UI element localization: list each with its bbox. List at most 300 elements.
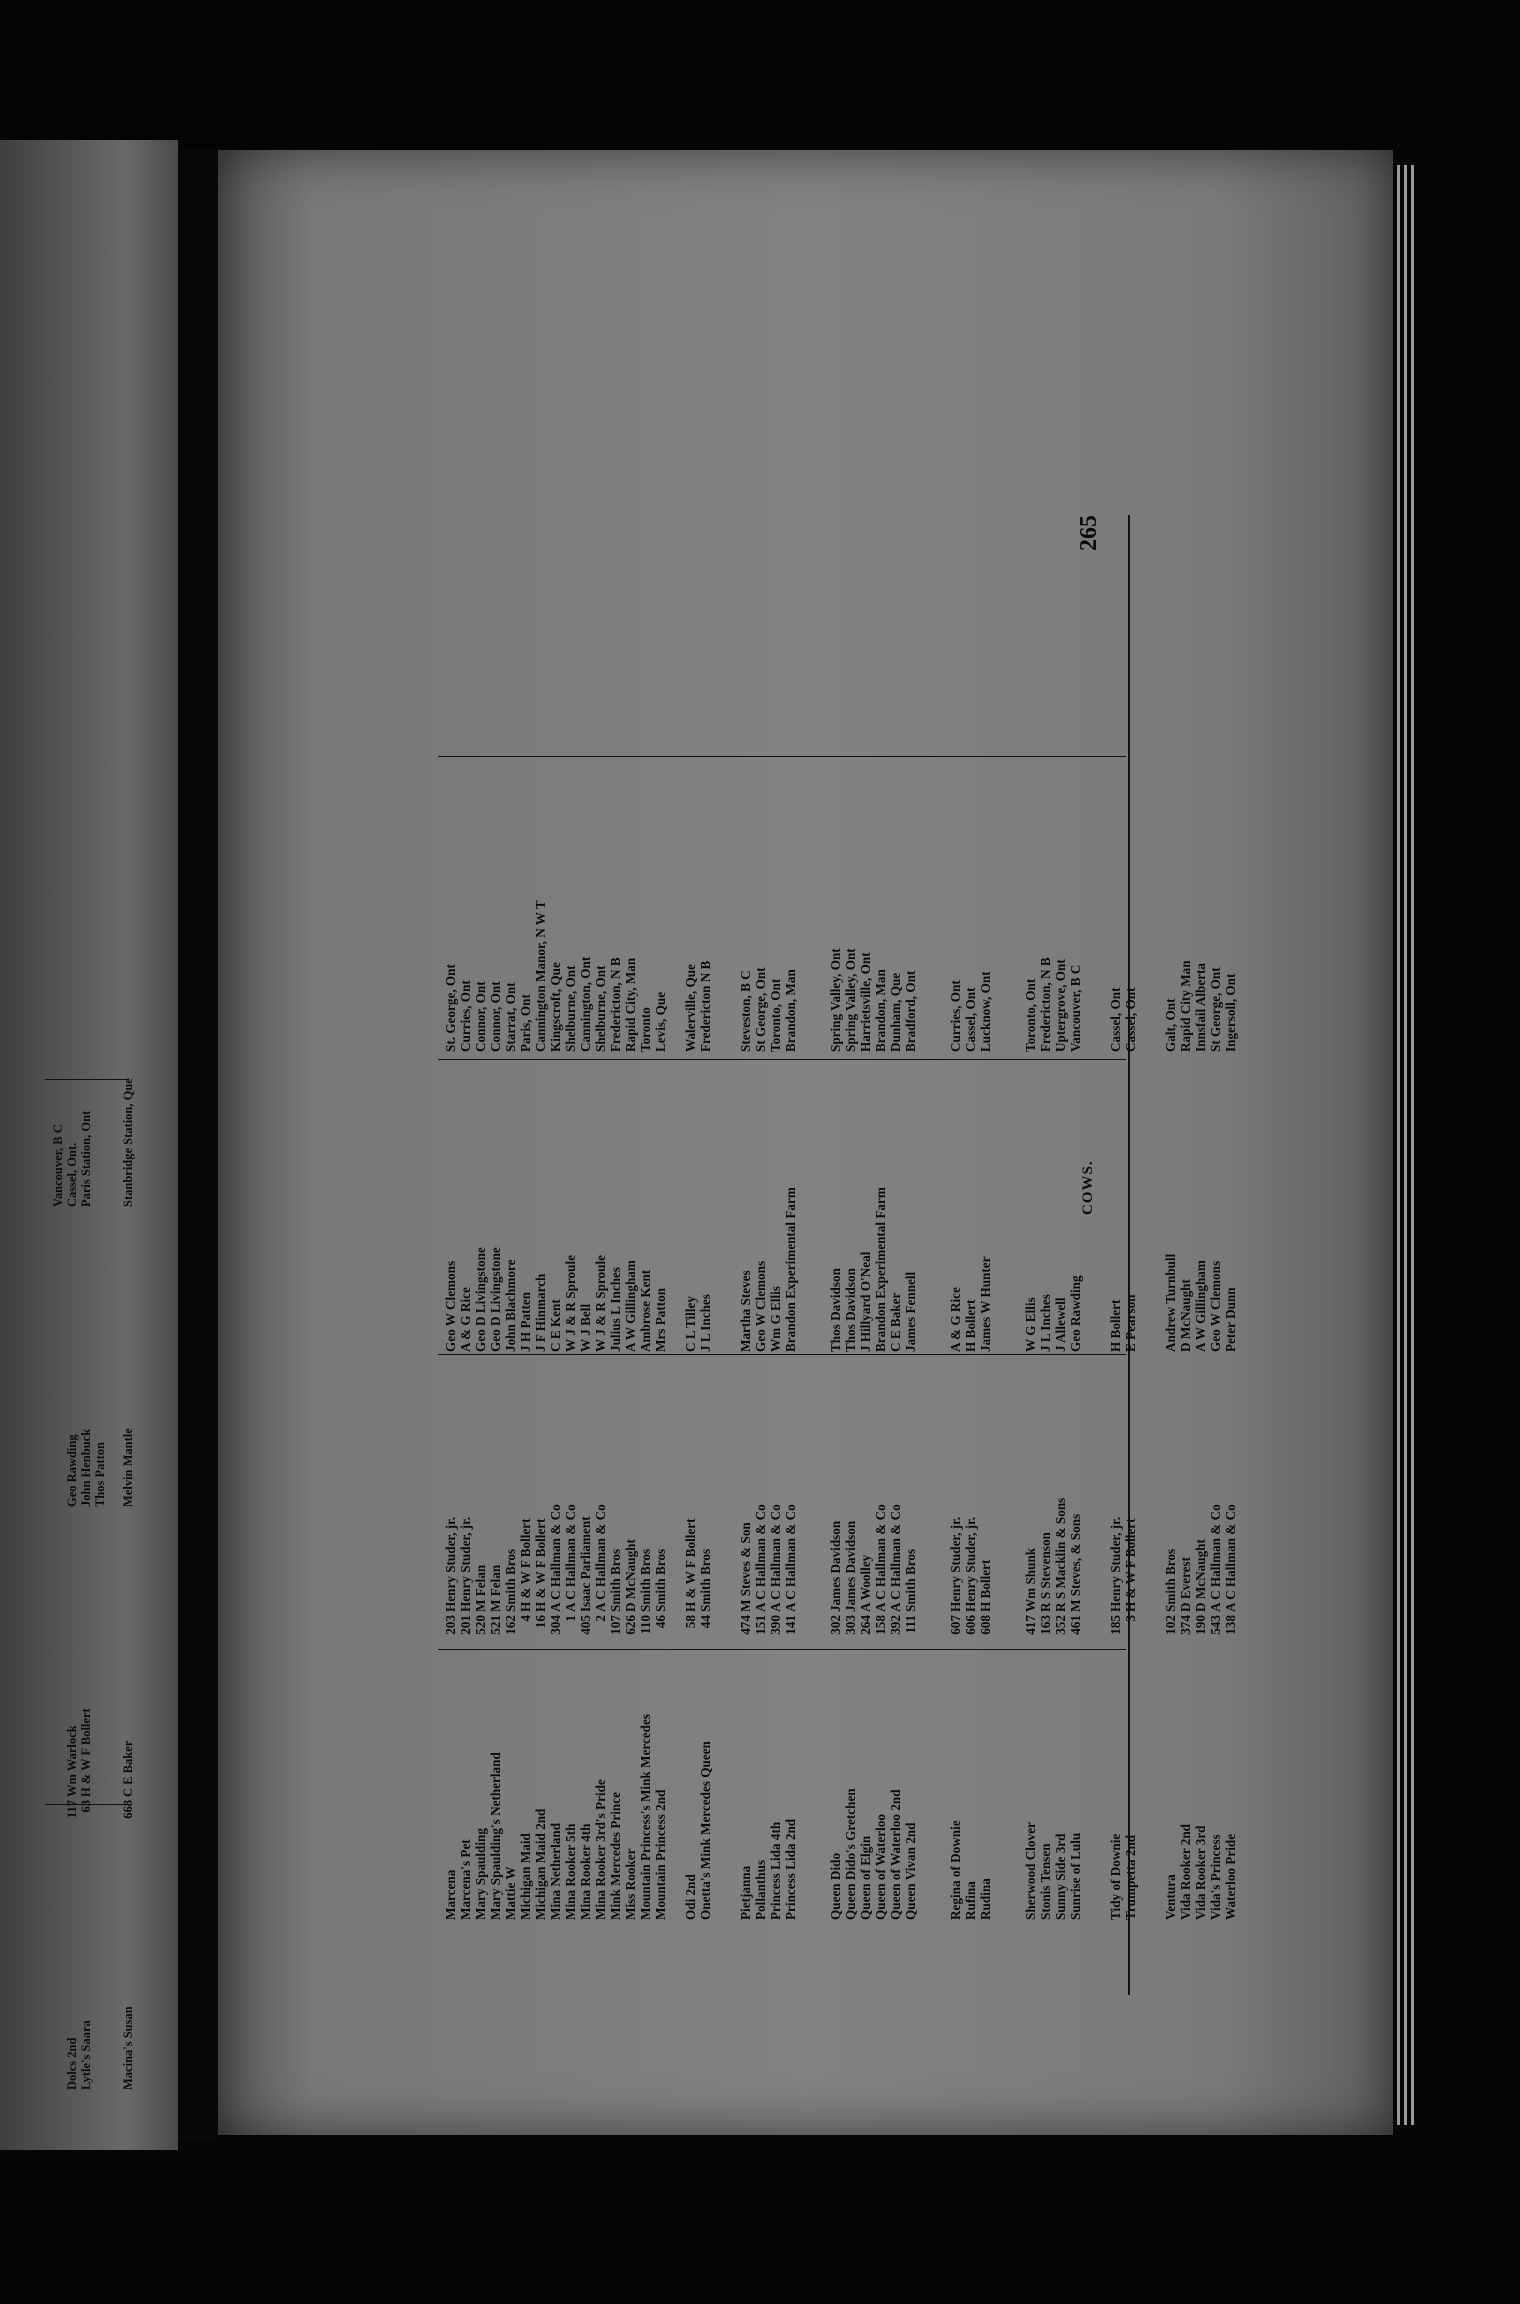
herd-book-number: 141 <box>783 1615 798 1635</box>
breeder: D McNaught <box>623 1539 638 1612</box>
cow-name: Queen of Waterloo <box>873 1814 888 1920</box>
cow-name: Trumpetta 2nd <box>1123 1834 1138 1920</box>
breeder: R S Macklin & Sons <box>1053 1497 1068 1612</box>
herd-book-number: 304 <box>548 1615 563 1635</box>
herd-book-number: 117 <box>65 1800 79 1819</box>
address <box>93 907 107 1207</box>
cow-name <box>51 1840 65 2090</box>
address: Ingersoll, Ont <box>1223 973 1238 1052</box>
column-rule <box>438 756 1126 757</box>
table-row <box>65 907 79 2090</box>
herd-book-number: 44 <box>698 1615 713 1629</box>
address: St George, Ont <box>753 967 768 1052</box>
cow-name: Queen Dido's Gretchen <box>843 1788 858 1920</box>
breeder: Henry Studer, jr. <box>1108 1516 1123 1612</box>
table-row <box>593 817 608 1920</box>
left-column-rule <box>45 1079 127 1080</box>
cow-name: Marcena <box>443 1869 458 1920</box>
owner: J H Patten <box>518 1291 533 1352</box>
page-number: 265 <box>1076 515 1102 551</box>
address: Toronto, Ont <box>768 978 783 1052</box>
cow-name: Dolcs 2nd <box>65 2037 79 2090</box>
breeder: Henry Studer, jr. <box>963 1516 978 1612</box>
table-row <box>888 817 903 1920</box>
breeder: Henry Studer, jr. <box>443 1516 458 1612</box>
owner: Thos Patton <box>93 1442 107 1507</box>
owner: Peter Dunn <box>1223 1287 1238 1352</box>
breeder: A C Hallman & Co <box>873 1504 888 1612</box>
page-title: COWS. <box>1080 1160 1096 1215</box>
owner: Geo W Clemons <box>753 1260 768 1352</box>
owner: W G Ellis <box>1023 1297 1038 1352</box>
owner: Geo W Clemons <box>443 1260 458 1352</box>
cow-name: Mountain Princess's Mink Mercedes <box>638 1714 653 1920</box>
address: Connor, Ont <box>473 981 488 1052</box>
breeder: Wm Shunk <box>1023 1547 1038 1612</box>
owner: Geo D Livingstone <box>473 1247 488 1352</box>
owner: John Henbuck <box>79 1428 93 1507</box>
breeder: C E Baker <box>121 1740 135 1797</box>
owner: Thos Davidson <box>828 1268 843 1352</box>
herd-book-number: 626 <box>623 1615 638 1635</box>
table-row <box>978 817 993 1920</box>
herd-book-number: 352 <box>1053 1615 1068 1635</box>
herd-book-number: 158 <box>873 1615 888 1635</box>
breeder: M Felan <box>488 1564 503 1612</box>
herd-book-number: 190 <box>1193 1615 1208 1635</box>
owner <box>107 1207 121 1507</box>
address: Shelburne, Ont <box>563 965 578 1052</box>
cow-name: Mina Rooker 4th <box>578 1823 593 1920</box>
cow-name: Stonis Tensen <box>1038 1843 1053 1920</box>
table-row <box>458 817 473 1920</box>
cow-name: Mary Spaulding <box>473 1828 488 1920</box>
table-row <box>1223 817 1238 1920</box>
table-row <box>903 817 918 1920</box>
owner: Melvin Mantle <box>121 1428 135 1507</box>
breeder: A C Hallman & Co <box>593 1504 608 1612</box>
cow-name: Sherwood Clover <box>1023 1822 1038 1920</box>
cow-name <box>93 1840 107 2090</box>
table-row <box>107 907 121 2090</box>
breeder: H & W F Bollert <box>533 1518 548 1612</box>
address: Toronto <box>638 1007 653 1052</box>
breeder: Smith Bros <box>903 1548 918 1612</box>
owner: Thos Davidson <box>843 1268 858 1352</box>
breeder: A C Hallman & Co <box>768 1504 783 1612</box>
table-row <box>843 817 858 1920</box>
table-row <box>1068 817 1083 1920</box>
herd-book-number: 607 <box>948 1615 963 1635</box>
address: St. George, Ont <box>443 964 458 1052</box>
table-row <box>738 817 753 1920</box>
address: Spring Valley, Ont <box>828 948 843 1052</box>
left-page-table <box>51 907 135 2090</box>
cow-name: Odi 2nd <box>683 1874 698 1920</box>
breeder: Smith Bros <box>608 1548 623 1612</box>
herd-book-number: 461 <box>1068 1615 1083 1635</box>
owner: Brandon Experimental Farm <box>873 1187 888 1352</box>
table-row <box>443 817 458 1920</box>
owner: W J Bell <box>578 1303 593 1352</box>
address: Starrat, Ont <box>503 982 518 1052</box>
herd-book-number: 417 <box>1023 1615 1038 1635</box>
entry-group <box>738 817 798 1920</box>
address: Spring Valley, Ont <box>843 948 858 1052</box>
owner: Julius L Inches <box>608 1266 623 1352</box>
table-row <box>623 817 638 1920</box>
breeder: A C Hallman & Co <box>888 1504 903 1612</box>
herd-book-number: 203 <box>443 1615 458 1635</box>
page-edge <box>1404 165 1407 2125</box>
herd-book-number: 201 <box>458 1615 473 1635</box>
owner: H Bollert <box>963 1299 978 1352</box>
breeder: A C Hallman & Co <box>1223 1504 1238 1612</box>
table-row <box>79 907 93 2090</box>
table-row <box>1193 817 1208 1920</box>
owner: J L Inches <box>1038 1294 1053 1352</box>
table-row <box>858 817 873 1920</box>
table-row <box>488 817 503 1920</box>
herd-book-number: 3 <box>1123 1615 1138 1622</box>
cow-name: Michigan Maid <box>518 1833 533 1920</box>
address: Rapid City Man <box>1178 960 1193 1052</box>
entry-group <box>1108 817 1138 1920</box>
cow-name: Sunrise of Lulu <box>1068 1832 1083 1920</box>
table-row <box>503 817 518 1920</box>
owner: D McNaught <box>1178 1279 1193 1352</box>
entry-group <box>683 817 713 1920</box>
breeder <box>107 1507 121 1797</box>
entry-group <box>1163 817 1238 1920</box>
table-row <box>828 817 843 1920</box>
address: Fredericton, N B <box>608 957 623 1052</box>
address: Harrietsville, Ont <box>858 952 873 1052</box>
address: Fredericton N B <box>698 960 713 1052</box>
page-edge <box>1397 165 1400 2125</box>
breeder: M Steves, & Sons <box>1068 1513 1083 1612</box>
cow-name: Mary Spaulding's Netherland <box>488 1752 503 1920</box>
herd-book-number: 264 <box>858 1615 873 1635</box>
breeder: Smith Bros <box>698 1548 713 1612</box>
table-row <box>1038 817 1053 1920</box>
breeder: Henry Studer, jr. <box>458 1516 473 1612</box>
owner: Geo W Clemons <box>1208 1260 1223 1352</box>
address: Walerville, Que <box>683 964 698 1052</box>
breeder: H Bollert <box>978 1559 993 1612</box>
herd-book-number: 111 <box>903 1615 918 1634</box>
table-row <box>638 817 653 1920</box>
cow-name: Tidy of Downie <box>1108 1833 1123 1920</box>
cow-name: Rufina <box>963 1881 978 1920</box>
cow-name: Lytle's Saara <box>79 2020 93 2090</box>
table-row <box>1108 817 1123 1920</box>
address: Uptergrove, Ont <box>1053 959 1068 1052</box>
breeder: Smith Bros <box>503 1548 518 1612</box>
owner: C L Tilley <box>683 1296 698 1352</box>
table-row <box>473 817 488 1920</box>
cow-name: Mountain Princess 2nd <box>653 1789 668 1920</box>
herd-book-number: 474 <box>738 1615 753 1635</box>
breeder <box>51 1507 65 1797</box>
cow-name: Macina's Susan <box>121 2006 135 2090</box>
owner: Wm G Ellis <box>768 1286 783 1352</box>
herd-book-number: 110 <box>638 1615 653 1635</box>
breeder: Isaac Parliament <box>578 1516 593 1612</box>
breeder: A C Hallman & Co <box>753 1504 768 1612</box>
owner: W J & R Sproule <box>563 1255 578 1352</box>
cow-name: Pietjanna <box>738 1865 753 1920</box>
cow-name: Miss Rooker <box>623 1848 638 1920</box>
cow-name: Vida Rooker 3rd <box>1193 1825 1208 1920</box>
address: Paris Station, Ont <box>79 1110 93 1207</box>
cow-name: Queen of Waterloo 2nd <box>888 1789 903 1920</box>
herd-book-number: 520 <box>473 1615 488 1635</box>
table-row <box>1208 817 1223 1920</box>
owner: A W Gillingham <box>623 1260 638 1352</box>
address: Galt, Ont <box>1163 998 1178 1052</box>
breeder: H & W F Bollert <box>683 1518 698 1612</box>
address: Kingscroft, Que <box>548 962 563 1052</box>
table-row <box>963 817 978 1920</box>
herd-book-number: 1 <box>563 1615 578 1622</box>
breeder: Smith Bros <box>653 1548 668 1612</box>
owner: Mrs Patton <box>653 1287 668 1352</box>
herd-book-number: 543 <box>1208 1615 1223 1635</box>
cow-name: Mink Mercedes Prince <box>608 1792 623 1920</box>
address: Cassel, Ont <box>1123 987 1138 1052</box>
owner: Geo D Livingstone <box>488 1247 503 1352</box>
table-row <box>533 817 548 1920</box>
entry-group <box>1023 817 1083 1920</box>
herd-book-number: 102 <box>1163 1615 1178 1635</box>
owner: James W Hunter <box>978 1256 993 1352</box>
owner: J L Inches <box>698 1294 713 1352</box>
breeder: M Steves & Son <box>738 1522 753 1612</box>
table-row <box>753 817 768 1920</box>
book-gutter <box>178 150 218 2140</box>
address: Steveston, B C <box>738 970 753 1052</box>
breeder: James Davidson <box>828 1520 843 1612</box>
address: Connor, Ont <box>488 981 503 1052</box>
cow-name: Ventura <box>1163 1874 1178 1920</box>
address: Cassel, Ont <box>1108 987 1123 1052</box>
breeder: A C Hallman & Co <box>1208 1504 1223 1612</box>
breeder: Smith Bros <box>638 1548 653 1612</box>
address <box>107 907 121 1207</box>
owner: A W Gillingham <box>1193 1260 1208 1352</box>
page-content <box>268 195 1268 2095</box>
cow-name: Princess Lida 4th <box>768 1821 783 1920</box>
herd-book-number: 405 <box>578 1615 593 1635</box>
owner: J Allewell <box>1053 1297 1068 1352</box>
breeder: M Felan <box>473 1564 488 1612</box>
table-row <box>1178 817 1193 1920</box>
owner <box>51 1207 65 1507</box>
table-row <box>518 817 533 1920</box>
cow-name: Sunny Side 3rd <box>1053 1833 1068 1920</box>
cow-name: Regina of Downie <box>948 1820 963 1920</box>
page-edge <box>1411 165 1414 2125</box>
cow-name: Mina Rooker 3rd's Pride <box>593 1779 608 1920</box>
cow-name: Vida Rooker 2nd <box>1178 1824 1193 1920</box>
herd-book-number: 16 <box>533 1615 548 1629</box>
table-row <box>783 817 798 1920</box>
owner: Geo Rawding <box>1068 1275 1083 1352</box>
table-row <box>1023 817 1038 1920</box>
address: Bradford, Ont <box>903 970 918 1052</box>
address: Cannington Manor, N W T <box>533 900 548 1052</box>
breeder: D Everest <box>1178 1556 1193 1612</box>
owner: Geo Rawding <box>65 1434 79 1507</box>
owner: W J & R Sproule <box>593 1255 608 1352</box>
address: Cannington, Ont <box>578 956 593 1052</box>
address: Innsfail Alberta <box>1193 962 1208 1052</box>
left-page-text <box>5 550 178 2150</box>
address: St George, Ont <box>1208 967 1223 1052</box>
table-row <box>93 907 107 2090</box>
owner: John Blachmore <box>503 1259 518 1352</box>
herd-book-number: 58 <box>683 1615 698 1629</box>
address: Levis, Que <box>653 991 668 1052</box>
owner: J F Hinmarch <box>533 1273 548 1352</box>
breeder: A C Hallman & Co <box>783 1504 798 1612</box>
table-row <box>1053 817 1068 1920</box>
address: Fredericton, N B <box>1038 957 1053 1052</box>
herd-book-number: 608 <box>978 1615 993 1635</box>
herd-book-number: 521 <box>488 1615 503 1635</box>
owner: James Fennell <box>903 1271 918 1352</box>
left-column-rule <box>45 1804 127 1805</box>
breeder: H & W F Bollert <box>1123 1518 1138 1612</box>
breeder: Wm Warlock <box>65 1725 79 1797</box>
cow-name: Mattie W <box>503 1866 518 1920</box>
address: Curries, Ont <box>458 980 473 1052</box>
herd-book-number: 162 <box>503 1615 518 1635</box>
cow-name: Waterloo Pride <box>1223 1833 1238 1920</box>
breeder: R S Stevenson <box>1038 1532 1053 1612</box>
owner: H Bollert <box>1108 1299 1123 1352</box>
herd-book-number: 303 <box>843 1615 858 1635</box>
table-row <box>548 817 563 1920</box>
cow-name: Queen Dido <box>828 1852 843 1920</box>
cow-name: Queen Vivan 2nd <box>903 1822 918 1920</box>
owner: C E Kent <box>548 1299 563 1352</box>
address: Shelburne, Ont <box>593 965 608 1052</box>
herd-book-number: 392 <box>888 1615 903 1635</box>
herd-book-number: 374 <box>1178 1615 1193 1635</box>
breeder: A Woolley <box>858 1554 873 1612</box>
cow-name: Pollanthus <box>753 1859 768 1920</box>
owner: Martha Steves <box>738 1270 753 1352</box>
table-row <box>121 907 135 2090</box>
owner: Ambrose Kent <box>638 1269 653 1352</box>
address: Cassel, Ont <box>963 987 978 1052</box>
herd-book-number: 390 <box>768 1615 783 1635</box>
table-row <box>608 817 623 1920</box>
owner: Andrew Turnbull <box>1163 1253 1178 1352</box>
table-row <box>51 907 65 2090</box>
herd-book-number: 4 <box>518 1615 533 1622</box>
breeder: A C Hallman & Co <box>563 1504 578 1612</box>
cow-name: Queen of Elgin <box>858 1835 873 1920</box>
herd-book-number: 2 <box>593 1615 608 1622</box>
address: Rapid City, Man <box>623 957 638 1052</box>
cow-name <box>107 1840 121 2090</box>
owner: A & G Rice <box>948 1287 963 1352</box>
herd-book-number: 668 <box>121 1800 135 1819</box>
breeder: Henry Studer, jr. <box>948 1516 963 1612</box>
address: Stanbridge Station, Que <box>121 1078 135 1207</box>
cow-name: Michigan Maid 2nd <box>533 1808 548 1920</box>
table-row <box>873 817 888 1920</box>
table-row <box>948 817 963 1920</box>
herd-book-number: 107 <box>608 1615 623 1635</box>
left-page <box>0 140 178 2150</box>
owner: E Pearson <box>1123 1294 1138 1352</box>
cow-name: Onetta's Mink Mercedes Queen <box>698 1741 713 1920</box>
page <box>218 150 1393 2135</box>
herd-book-number: 606 <box>963 1615 978 1635</box>
cow-name: Mina Rooker 5th <box>563 1823 578 1920</box>
herd-book-number: 185 <box>1108 1615 1123 1635</box>
breeder: D McNaught <box>1193 1539 1208 1612</box>
herd-book-number: 302 <box>828 1615 843 1635</box>
breeder: H & W F Bollert <box>518 1518 533 1612</box>
address: Cassel, Ont. <box>65 1142 79 1207</box>
owner: J Hillyard O'Neal <box>858 1251 873 1352</box>
table-row <box>653 817 668 1920</box>
table-row <box>683 817 698 1920</box>
table-row <box>1123 817 1138 1920</box>
table-row <box>578 817 593 1920</box>
breeder: Smith Bros <box>1163 1548 1178 1612</box>
owner: Brandon Experimental Farm <box>783 1187 798 1352</box>
herd-book-number: 151 <box>753 1615 768 1635</box>
address: Lucknow, Ont <box>978 971 993 1052</box>
owner: A & G Rice <box>458 1287 473 1352</box>
entry-group <box>828 817 918 1920</box>
entry-group <box>948 817 993 1920</box>
breeder: A C Hallman & Co <box>548 1504 563 1612</box>
address: Paris, Ont <box>518 994 533 1052</box>
entry-group <box>443 817 668 1920</box>
herd-book-number: 138 <box>1223 1615 1238 1635</box>
table-row <box>768 817 783 1920</box>
address: Curries, Ont <box>948 980 963 1052</box>
address: Dunham, Que <box>888 972 903 1052</box>
cow-name: Rudina <box>978 1878 993 1920</box>
breeder <box>93 1507 107 1797</box>
address: Brandon, Man <box>873 969 888 1052</box>
breeder: H & W F Bollert <box>79 1708 93 1797</box>
address: Vancouver, B C <box>51 1124 65 1207</box>
cow-name: Marcena's Pet <box>458 1839 473 1920</box>
breeder: James Davidson <box>843 1520 858 1612</box>
herd-book-number: 46 <box>653 1615 668 1629</box>
table-row <box>563 817 578 1920</box>
owner: C E Baker <box>888 1292 903 1352</box>
herd-book-number: 63 <box>79 1800 93 1813</box>
address: Vancouver, B C <box>1068 964 1083 1052</box>
cow-name: Princess Lida 2nd <box>783 1818 798 1920</box>
table-row <box>698 817 713 1920</box>
cow-name: Vida's Princess <box>1208 1834 1223 1920</box>
address: Toronto, Ont <box>1023 978 1038 1052</box>
table-row <box>1163 817 1178 1920</box>
cow-name: Mina Netherland <box>548 1822 563 1920</box>
address: Brandon, Man <box>783 969 798 1052</box>
